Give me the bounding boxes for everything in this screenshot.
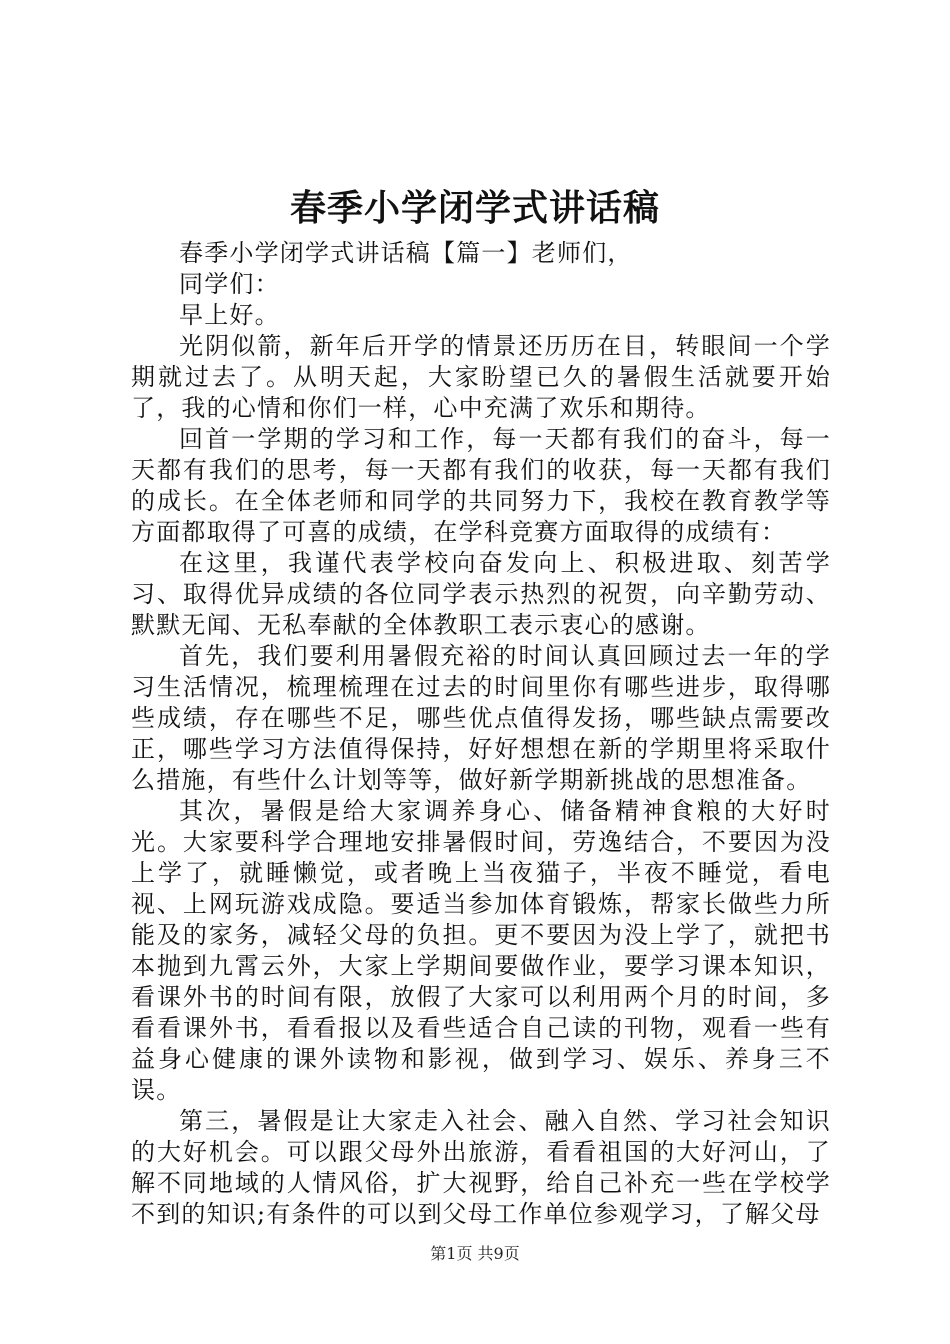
paragraph-greeting-2: 同学们： <box>179 270 280 298</box>
paragraph: 回首一学期的学习和工作，每一天都有我们的奋斗，每一天都有我们的思考，每一天都有我们的收获，每一天都有我们的成长。在全体老师和同学的共同努力下，我校在教育教学等方面都取得了可喜的成绩，在学科竞赛方面取得的成绩有： <box>131 425 831 546</box>
paragraph-greeting-1: 春季小学闭学式讲话稿【篇一】老师们， <box>179 239 633 267</box>
paragraph: 第三，暑假是让大家走入社会、融入自然、学习社会知识的大好机会。可以跟父母外出旅游，看看祖国的大好河山，了解不同地域的人情风俗，扩大视野，给自己补充一些在学校学不到的知识;有条件的可以到父母工作单位参观学习，了解父母 <box>131 1107 831 1228</box>
document-body <box>131 238 831 1230</box>
page-footer: 第1页 共9页 <box>430 1244 520 1263</box>
paragraph: 光阴似箭，新年后开学的情景还历历在目，转眼间一个学期就过去了。从明天起，大家盼望已久的暑假生活就要开始了，我的心情和你们一样，心中充满了欢乐和期待。 <box>131 332 831 422</box>
paragraph: 在这里，我谨代表学校向奋发向上、积极进取、刻苦学习、取得优异成绩的各位同学表示热烈的祝贺，向辛勤劳动、默默无闻、无私奉献的全体教职工表示衷心的感谢。 <box>131 549 831 639</box>
paragraph: 其次，暑假是给大家调养身心、储备精神食粮的大好时光。大家要科学合理地安排暑假时间，劳逸结合，不要因为没上学了，就睡懒觉，或者晚上当夜猫子，半夜不睡觉，看电视、上网玩游戏成隐。要适当参加体育锻炼，帮家长做些力所能及的家务，减轻父母的负担。更不要因为没上学了，就把书本抛到九霄云外，大家上学期间要做作业，要学习课本知识，看课外书的时间有限，放假了大家可以利用两个月的时间，多看看课外书，看看报以及看些适合自己读的刊物，观看一些有益身心健康的课外读物和影视，做到学习、娱乐、养身三不误。 <box>131 797 831 1104</box>
document-title: 春季小学闭学式讲话稿 <box>289 187 660 229</box>
paragraph-greeting-3: 早上好。 <box>179 301 280 329</box>
paragraph: 首先，我们要利用暑假充裕的时间认真回顾过去一年的学习生活情况，梳理梳理在过去的时间里你有哪些进步，取得哪些成绩，存在哪些不足，哪些优点值得发扬，哪些缺点需要改正，哪些学习方法值得保持，好好想想在新的学期里将采取什么措施，有些什么计划等等，做好新学期新挑战的思想准备。 <box>131 642 831 794</box>
